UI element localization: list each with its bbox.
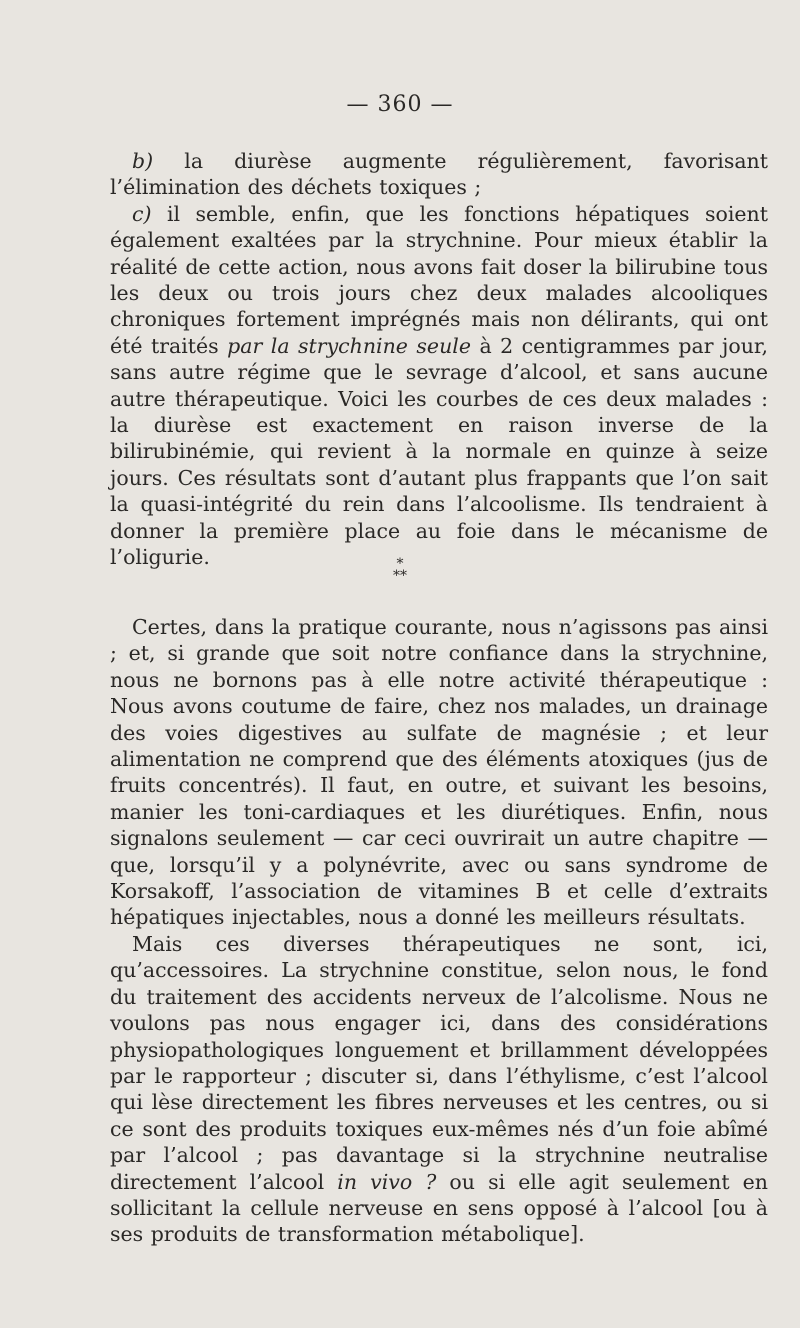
paragraph-mais-text-a: Mais ces diverses thérapeutiques ne sont, ici, qu’accessoires. La strychnine constitue, selon nous, le fond du traitement des accidents nerveux de l’alcolisme. Nous ne voulons pas nous engager ici, dans des considérations physiopathologiques longuement et brillamment développées par le rapporteur ; discuter si, dans l’éthylisme, c’est l’alcool qui lèse directement les fibres nerveuses et les centres, ou si ce sont des produits toxiques eux-mêmes nés d’un foie abîmé par l’alcool ; pas davantage si la strychnine neutralise directement l’alcool xyxy=(110,931,768,1194)
paragraph-c-text-a: il semble, enfin, que les fonctions hépatiques soient également exaltées par la strychnine. Pour mieux établir la réalité de cette action, nous avons fait doser la bilirubine tous les deux ou trois jours chez deux malades alcooliques chroniques fortement imprégnés mais non délirants, qui ont été traités xyxy=(110,201,768,358)
asterism-bottom: ** xyxy=(393,568,407,584)
paragraph-c-text-b: à 2 centigrammes par jour, sans autre régime que le sevrage d’alcool, et sans aucune autre thérapeutique. Voici les courbes de ces deux malades : la diurèse est exactement en raison inverse de la bilirubinémie, qui revient à la normale en quinze à seize jours. Ces résultats sont d’autant plus frappants que l’on sait la quasi-intégrité du rein dans l’alcoolisme. Ils tendraient à donner la première place au foie dans le mécanisme de l’oligurie. xyxy=(110,333,768,570)
paragraph-mais-italic: in vivo ? xyxy=(337,1169,437,1194)
paragraph-mais xyxy=(110,931,768,1248)
list-label-c: c) xyxy=(132,201,152,226)
asterism-top: * xyxy=(396,556,404,572)
list-label-b: b) xyxy=(132,149,154,173)
paragraph-c xyxy=(110,201,768,571)
text-block-top xyxy=(110,148,768,571)
paragraph-b-text: la diurèse augmente régulièrement, favorisant l’élimination des déchets toxiques ; xyxy=(110,149,768,200)
paragraph-c-italic: par la strychnine seule xyxy=(227,333,471,358)
paragraph-mais-text-b: ou si elle agit seulement en sollicitant la cellule nerveuse en sens opposé à l’alcool [ou à ses produits de transformation métabolique]. xyxy=(110,1169,768,1247)
section-separator-asterism xyxy=(0,558,800,582)
text-block-bottom xyxy=(110,614,768,1248)
paragraph-b xyxy=(110,148,768,201)
paragraph-certes: Certes, dans la pratique courante, nous n’agissons pas ainsi ; et, si grande que soit notre confiance dans la strychnine, nous ne bornons pas à elle notre activité thérapeutique : Nous avons coutume de faire, chez nos malades, un drainage des voies digestives au sulfate de magnésie ; et leur alimentation ne comprend que des éléments atoxiques (jus de fruits concentrés). Il faut, en outre, et suivant les besoins, manier les toni-cardiaques et les diurétiques. Enfin, nous signalons seulement — car ceci ouvrirait un autre chapitre — que, lorsqu’il y a polynévrite, avec ou sans syndrome de Korsakoff, l’association de vitamines B et celle d’extraits hépatiques injectables, nous a donné les meilleurs résultats. xyxy=(110,615,768,930)
page-number: — 360 — xyxy=(346,92,454,117)
